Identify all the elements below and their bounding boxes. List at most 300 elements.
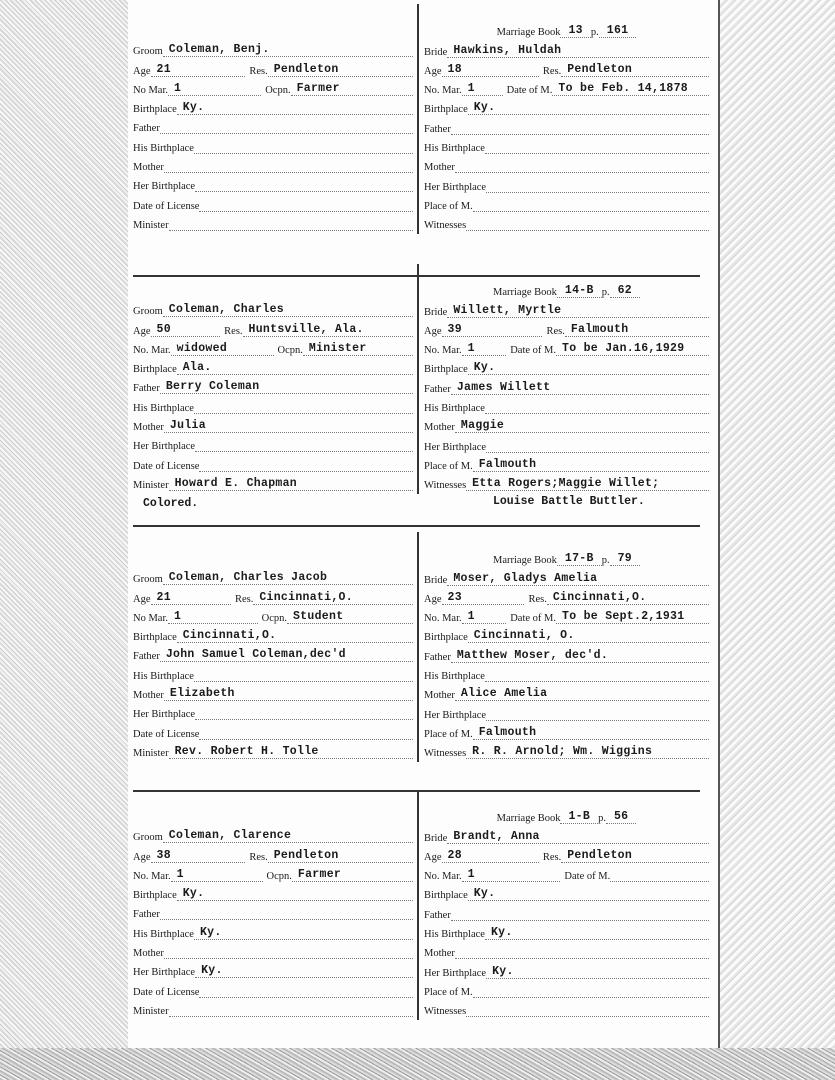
field-value: Ky. bbox=[194, 927, 413, 940]
field-label: No. Mar. bbox=[424, 345, 462, 357]
field-label: Bride bbox=[424, 306, 448, 318]
field-value: 1 bbox=[171, 869, 263, 882]
form-row bbox=[424, 173, 709, 192]
form-field bbox=[133, 649, 413, 662]
page-label: p. bbox=[598, 813, 606, 825]
form-field bbox=[424, 888, 709, 901]
field-value: Hawkins, Huldah bbox=[447, 45, 709, 58]
form-row bbox=[133, 920, 413, 939]
form-row bbox=[424, 193, 709, 212]
field-label: Her Birthplace bbox=[133, 181, 196, 193]
page-number: 56 bbox=[606, 811, 636, 824]
field-value: Coleman, Clarence bbox=[163, 830, 413, 843]
field-value: 1 bbox=[462, 83, 503, 96]
form-row bbox=[424, 701, 709, 720]
form-row bbox=[424, 959, 709, 978]
form-field bbox=[424, 124, 709, 135]
field-label: Date of M. bbox=[506, 85, 553, 97]
form-row bbox=[133, 863, 413, 882]
scan-border-left bbox=[0, 0, 128, 1080]
form-field bbox=[424, 727, 709, 740]
form-row bbox=[133, 77, 413, 96]
form-row bbox=[133, 662, 413, 681]
form-field bbox=[133, 420, 413, 433]
book-label: Marriage Book bbox=[496, 813, 561, 825]
form-row bbox=[133, 154, 413, 173]
form-field bbox=[249, 64, 413, 77]
form-field bbox=[133, 572, 413, 585]
page-number: 62 bbox=[610, 285, 640, 298]
form-row bbox=[133, 337, 413, 356]
form-field bbox=[133, 927, 413, 940]
field-value: Coleman, Charles Jacob bbox=[163, 572, 413, 585]
field-value bbox=[455, 958, 709, 959]
form-row bbox=[133, 96, 413, 115]
form-row bbox=[424, 77, 709, 96]
form-row bbox=[424, 824, 709, 843]
field-value bbox=[164, 958, 413, 959]
book-label: Marriage Book bbox=[493, 287, 557, 299]
field-value: Pendleton bbox=[561, 64, 709, 77]
field-value: 23 bbox=[442, 592, 525, 605]
field-label: No. Mar. bbox=[424, 871, 462, 883]
page-number: 79 bbox=[610, 553, 640, 566]
form-field bbox=[424, 688, 709, 701]
form-field bbox=[133, 671, 413, 682]
field-label: Res. bbox=[224, 325, 243, 337]
form-field bbox=[133, 123, 413, 134]
field-label: Mother bbox=[133, 162, 164, 174]
form-field bbox=[133, 1006, 413, 1017]
form-row bbox=[133, 824, 413, 843]
field-label: Mother bbox=[133, 422, 164, 434]
form-field bbox=[235, 592, 413, 605]
form-field bbox=[133, 44, 413, 57]
record-note: Colored. bbox=[143, 497, 199, 510]
field-label: No. Mar. bbox=[424, 613, 462, 625]
form-row bbox=[133, 701, 413, 720]
field-value bbox=[199, 471, 413, 472]
form-row bbox=[133, 375, 413, 394]
form-field bbox=[278, 343, 413, 356]
form-row bbox=[133, 605, 413, 624]
form-row bbox=[133, 452, 413, 471]
form-field bbox=[424, 948, 709, 959]
field-label: Birthplace bbox=[133, 104, 177, 116]
field-value bbox=[451, 920, 709, 921]
field-value bbox=[169, 230, 413, 231]
form-field bbox=[424, 305, 709, 318]
field-value: 21 bbox=[151, 64, 246, 77]
field-value: Maggie bbox=[455, 420, 709, 433]
form-row bbox=[133, 682, 413, 701]
form-row bbox=[424, 318, 709, 337]
form-field bbox=[424, 324, 542, 337]
field-label: Age bbox=[424, 593, 442, 605]
field-value: Cincinnati,O. bbox=[253, 592, 413, 605]
field-label: Place of M. bbox=[424, 460, 473, 472]
form-row bbox=[133, 566, 413, 585]
scan-border-right bbox=[718, 0, 835, 1080]
form-field bbox=[133, 965, 413, 978]
form-row bbox=[133, 843, 413, 862]
form-field bbox=[133, 381, 413, 394]
witness-continuation: Louise Battle Buttler. bbox=[493, 495, 645, 508]
form-field bbox=[133, 64, 245, 77]
field-label: Groom bbox=[133, 46, 163, 58]
field-value: 38 bbox=[151, 850, 246, 863]
form-field bbox=[262, 611, 413, 624]
form-field bbox=[424, 143, 709, 154]
field-value: Falmouth bbox=[473, 459, 709, 472]
field-value bbox=[194, 681, 413, 682]
field-label: No. Mar. bbox=[133, 344, 171, 356]
form-field bbox=[133, 987, 413, 998]
field-label: Witnesses bbox=[424, 220, 467, 232]
book-number: 14-B bbox=[557, 285, 602, 298]
field-label: Bride bbox=[424, 46, 448, 58]
field-value: Etta Rogers;Maggie Willet; bbox=[466, 478, 709, 491]
form-field bbox=[133, 478, 413, 491]
form-field bbox=[133, 181, 413, 192]
field-label: Birthplace bbox=[424, 364, 468, 376]
form-field bbox=[133, 304, 413, 317]
form-row bbox=[133, 998, 413, 1017]
form-field bbox=[424, 910, 709, 921]
form-row bbox=[133, 624, 413, 643]
field-label: Age bbox=[133, 65, 151, 77]
field-value: Ky. bbox=[177, 888, 413, 901]
form-field bbox=[133, 403, 413, 414]
form-field bbox=[424, 201, 709, 212]
field-label: His Birthplace bbox=[424, 671, 485, 683]
field-value: Alice Amelia bbox=[455, 688, 709, 701]
field-label: Father bbox=[424, 123, 451, 135]
field-value: Coleman, Charles bbox=[163, 304, 413, 317]
field-label: His Birthplace bbox=[424, 929, 485, 941]
form-field bbox=[424, 850, 539, 863]
form-field bbox=[424, 831, 709, 844]
field-label: Father bbox=[133, 383, 160, 395]
field-label: Her Birthplace bbox=[133, 441, 196, 453]
field-value: Student bbox=[287, 611, 413, 624]
field-value: Cincinnati,O. bbox=[547, 592, 709, 605]
form-row bbox=[424, 844, 709, 863]
form-row bbox=[424, 882, 709, 901]
form-field bbox=[424, 927, 709, 940]
form-field bbox=[564, 871, 709, 882]
field-value bbox=[164, 172, 413, 173]
field-value: Julia bbox=[164, 420, 413, 433]
field-value: Pendleton bbox=[268, 64, 413, 77]
field-value: Berry Coleman bbox=[160, 381, 413, 394]
form-field bbox=[133, 220, 413, 231]
field-label: Res. bbox=[528, 593, 547, 605]
field-label: Minister bbox=[133, 747, 169, 759]
form-field bbox=[528, 592, 709, 605]
form-row bbox=[424, 154, 709, 173]
field-label: Witnesses bbox=[424, 1006, 467, 1018]
field-value bbox=[194, 413, 413, 414]
form-row bbox=[133, 115, 413, 134]
form-row bbox=[133, 720, 413, 739]
form-field bbox=[424, 478, 709, 491]
form-field bbox=[424, 987, 709, 998]
form-row bbox=[424, 472, 709, 491]
form-field bbox=[133, 441, 413, 452]
groom-section bbox=[133, 298, 413, 491]
field-value bbox=[451, 134, 709, 135]
form-field bbox=[133, 362, 413, 375]
form-field bbox=[133, 201, 413, 212]
groom-section bbox=[133, 566, 413, 759]
field-label: No. Mar. bbox=[424, 85, 462, 97]
field-value bbox=[199, 997, 413, 998]
form-row bbox=[424, 298, 709, 317]
field-label: Groom bbox=[133, 832, 163, 844]
form-field bbox=[224, 324, 413, 337]
field-value bbox=[199, 211, 413, 212]
form-row bbox=[424, 998, 709, 1017]
record-separator bbox=[133, 525, 700, 527]
field-label: His Birthplace bbox=[424, 143, 485, 155]
field-label: Age bbox=[133, 325, 151, 337]
form-field bbox=[133, 592, 231, 605]
form-row bbox=[424, 38, 709, 57]
field-label: Father bbox=[133, 123, 160, 135]
form-row bbox=[424, 863, 709, 882]
form-row bbox=[133, 940, 413, 959]
field-value bbox=[466, 1016, 709, 1017]
field-value: Moser, Gladys Amelia bbox=[447, 573, 709, 586]
form-field bbox=[133, 630, 413, 643]
form-row bbox=[133, 433, 413, 452]
field-label: Mother bbox=[424, 422, 455, 434]
form-field bbox=[424, 459, 709, 472]
form-field bbox=[424, 671, 709, 682]
form-field bbox=[543, 64, 709, 77]
field-value bbox=[199, 739, 413, 740]
field-value: 1 bbox=[462, 611, 507, 624]
field-label: Mother bbox=[424, 948, 455, 960]
field-value: Minister bbox=[303, 343, 413, 356]
field-value: Ky. bbox=[468, 102, 709, 115]
field-value bbox=[195, 719, 413, 720]
field-label: Age bbox=[424, 325, 442, 337]
field-value: 18 bbox=[442, 64, 539, 77]
field-label: Groom bbox=[133, 306, 163, 318]
bride-section bbox=[424, 279, 709, 491]
field-label: Ocpn. bbox=[261, 612, 287, 624]
field-label: Place of M. bbox=[424, 728, 473, 740]
field-label: Her Birthplace bbox=[424, 441, 487, 453]
field-label: Father bbox=[133, 651, 160, 663]
field-label: Date of License bbox=[133, 200, 200, 212]
field-value: To be Sept.2,1931 bbox=[556, 611, 709, 624]
field-label: His Birthplace bbox=[424, 403, 485, 415]
form-row bbox=[424, 682, 709, 701]
form-field bbox=[510, 343, 709, 356]
form-row bbox=[424, 337, 709, 356]
form-row bbox=[133, 901, 413, 920]
form-row bbox=[133, 882, 413, 901]
page-number: 161 bbox=[599, 25, 637, 38]
form-field bbox=[507, 83, 709, 96]
form-row bbox=[424, 721, 709, 740]
field-value: 1 bbox=[168, 611, 258, 624]
field-value: Brandt, Anna bbox=[447, 831, 709, 844]
form-row bbox=[133, 192, 413, 211]
field-label: Res. bbox=[542, 65, 562, 77]
form-field bbox=[133, 729, 413, 740]
form-field bbox=[424, 650, 709, 663]
form-field bbox=[133, 850, 245, 863]
field-label: Mother bbox=[424, 162, 455, 174]
marriage-book-ref bbox=[424, 547, 709, 566]
field-value: 39 bbox=[442, 324, 543, 337]
form-field bbox=[510, 611, 709, 624]
field-label: Date of M. bbox=[564, 871, 611, 883]
form-field bbox=[543, 850, 709, 863]
form-row bbox=[424, 740, 709, 759]
field-value: 1 bbox=[462, 343, 507, 356]
field-value bbox=[486, 452, 709, 453]
form-row bbox=[424, 414, 709, 433]
field-label: Res. bbox=[234, 593, 254, 605]
bride-section bbox=[424, 547, 709, 759]
field-label: Mother bbox=[424, 690, 455, 702]
field-value: Willett, Myrtle bbox=[447, 305, 709, 318]
form-field bbox=[424, 64, 539, 77]
field-value: R. R. Arnold; Wm. Wiggins bbox=[466, 746, 709, 759]
field-label: Her Birthplace bbox=[424, 181, 487, 193]
field-value bbox=[195, 191, 413, 192]
field-value: Ky. bbox=[468, 362, 709, 375]
field-label: No Mar. bbox=[133, 84, 168, 96]
form-field bbox=[424, 45, 709, 58]
field-label: Mother bbox=[133, 948, 164, 960]
form-row bbox=[133, 643, 413, 662]
field-label: Birthplace bbox=[133, 632, 177, 644]
form-row bbox=[133, 472, 413, 491]
form-row bbox=[133, 38, 413, 57]
form-field bbox=[424, 420, 709, 433]
field-value: Coleman, Benj. bbox=[163, 44, 413, 57]
field-value: To be Feb. 14,1878 bbox=[552, 83, 709, 96]
form-field bbox=[133, 888, 413, 901]
field-label: Place of M. bbox=[424, 986, 473, 998]
field-value: 50 bbox=[151, 324, 221, 337]
book-number: 17-B bbox=[557, 553, 602, 566]
form-row bbox=[424, 212, 709, 231]
form-row bbox=[133, 317, 413, 336]
field-label: Place of M. bbox=[424, 200, 473, 212]
page-label: p. bbox=[590, 27, 599, 39]
field-label: Res. bbox=[546, 325, 565, 337]
form-field bbox=[424, 746, 709, 759]
form-field bbox=[133, 709, 413, 720]
form-field bbox=[424, 382, 709, 395]
field-value: 1 bbox=[462, 869, 561, 882]
form-row bbox=[133, 978, 413, 997]
form-field bbox=[133, 746, 413, 759]
form-field bbox=[424, 343, 506, 356]
field-label: Birthplace bbox=[424, 104, 468, 116]
form-field bbox=[424, 362, 709, 375]
field-label: Mother bbox=[133, 690, 164, 702]
field-value: 21 bbox=[151, 592, 231, 605]
marriage-book-ref bbox=[424, 19, 709, 38]
field-label: Witnesses bbox=[424, 748, 467, 760]
field-label: Date of License bbox=[133, 986, 200, 998]
form-field bbox=[424, 102, 709, 115]
column-divider bbox=[417, 790, 419, 1020]
form-row bbox=[424, 586, 709, 605]
field-label: Her Birthplace bbox=[424, 709, 487, 721]
form-field bbox=[249, 850, 413, 863]
field-label: Birthplace bbox=[133, 890, 177, 902]
form-row bbox=[133, 57, 413, 76]
bride-section bbox=[424, 19, 709, 231]
field-value: Falmouth bbox=[565, 324, 709, 337]
book-number: 13 bbox=[560, 25, 590, 38]
form-row bbox=[424, 395, 709, 414]
field-value: Ky. bbox=[177, 102, 413, 115]
field-label: Res. bbox=[542, 851, 562, 863]
form-row bbox=[424, 663, 709, 682]
form-row bbox=[424, 115, 709, 134]
form-field bbox=[424, 442, 709, 453]
form-row bbox=[133, 740, 413, 759]
field-value: Cincinnati, O. bbox=[468, 630, 709, 643]
form-field bbox=[133, 869, 263, 882]
field-value bbox=[455, 172, 709, 173]
field-label: Minister bbox=[133, 1005, 169, 1017]
field-label: Father bbox=[424, 383, 451, 395]
field-label: Age bbox=[424, 65, 442, 77]
field-value bbox=[473, 997, 709, 998]
field-value: To be Jan.16,1929 bbox=[556, 343, 709, 356]
form-field bbox=[424, 573, 709, 586]
field-label: Bride bbox=[424, 574, 448, 586]
scan-border-bottom bbox=[0, 1048, 835, 1080]
form-row bbox=[424, 96, 709, 115]
form-row bbox=[133, 134, 413, 153]
field-label: Father bbox=[133, 909, 160, 921]
field-label: No. Mar. bbox=[133, 870, 171, 882]
form-field bbox=[133, 162, 413, 173]
form-row bbox=[424, 453, 709, 472]
field-label: Birthplace bbox=[424, 632, 468, 644]
field-value: Huntsville, Ala. bbox=[243, 324, 413, 337]
form-row bbox=[424, 605, 709, 624]
marriage-book-ref bbox=[424, 805, 709, 824]
form-row bbox=[424, 901, 709, 920]
form-row bbox=[424, 375, 709, 394]
field-label: His Birthplace bbox=[133, 670, 194, 682]
form-row bbox=[424, 624, 709, 643]
form-row bbox=[424, 58, 709, 77]
field-value: Cincinnati,O. bbox=[177, 630, 413, 643]
field-label: His Birthplace bbox=[133, 402, 194, 414]
form-row bbox=[424, 135, 709, 154]
form-field bbox=[424, 182, 709, 193]
form-row bbox=[133, 173, 413, 192]
book-label: Marriage Book bbox=[496, 27, 561, 39]
form-row bbox=[424, 921, 709, 940]
form-row bbox=[133, 585, 413, 604]
field-value bbox=[160, 919, 413, 920]
